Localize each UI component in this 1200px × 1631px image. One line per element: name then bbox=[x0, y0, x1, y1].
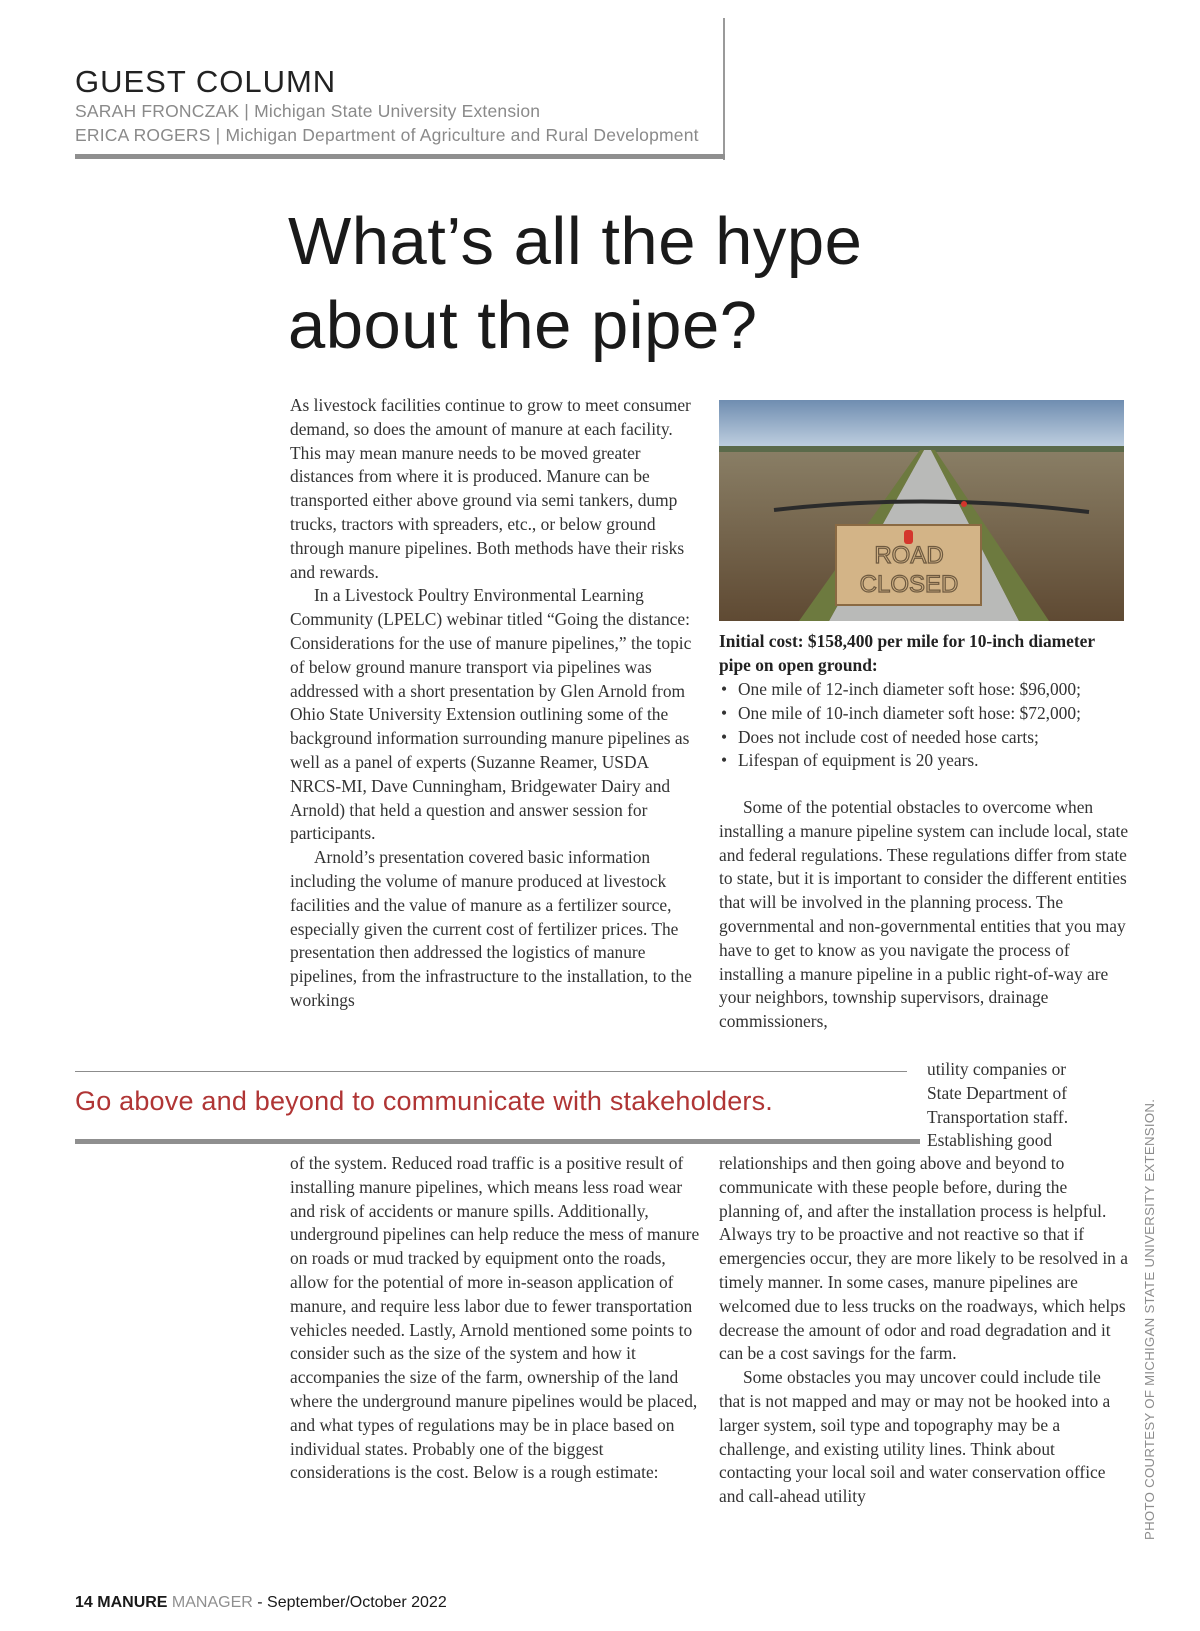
list-item-text: Lifespan of equipment is 20 years. bbox=[738, 750, 979, 771]
bullet-icon: • bbox=[721, 750, 728, 771]
byline-author-1: SARAH FRONCZAK | Michigan State University Extension bbox=[75, 101, 541, 121]
right-column-wrap-text bbox=[927, 1058, 1137, 1153]
headline-line-2: about the pipe? bbox=[288, 288, 758, 363]
issue-date: - September/October 2022 bbox=[257, 1594, 447, 1611]
page-number: 14 bbox=[75, 1594, 93, 1611]
list-item-text: Does not include cost of needed hose carts; bbox=[738, 726, 1039, 747]
pull-quote-rule-bottom bbox=[75, 1139, 920, 1144]
header-rule bbox=[75, 154, 725, 159]
paragraph: of the system. Reduced road traffic is a positive result of installing manure pipelines, which means less road wear and risk of accidents or manure spills. Additionally, underground pipelines can help reduce the mess of manure on roads or mud tracked by equipment onto the roads, allow for the potential of more in-season application of manure, and require less labor due to fewer transportation vehicles needed. Lastly, Arnold mentioned some points to consider such as the size of the system and how it accompanies the size of the farm, ownership of the land where the underground manure pipelines would be placed, and what types of regulations may be in place based on individual states. Probably one of the biggest considerations is the cost. Below is a rough estimate: bbox=[290, 1153, 700, 1483]
paragraph: In a Livestock Poultry Environmental Learning Community (LPELC) webinar titled “Going the distance: Considerations for the use of manure pipelines,” the topic of below ground manure transport via pipelines was addressed with a short presentation by Glen Arnold from Ohio State University Extension outlining some of the background information surrounding manure pipelines as well as a panel of experts (Suzanne Reamer, USDA NRCS-MI, Dave Cunningham, Bridgewater Dairy and Arnold) that held a question and answer session for participants. bbox=[290, 585, 692, 844]
paragraph: Some obstacles you may uncover could include tile that is not mapped and may or may not be hooked into a larger system, soil type and topography may be a challenge, and existing utility lines. Think about contacting your local soil and water conservation office and call-ahead utility bbox=[719, 1367, 1111, 1507]
list-item bbox=[719, 678, 1139, 702]
byline-author-2: ERICA ROGERS | Michigan Department of Agriculture and Rural Development bbox=[75, 125, 699, 145]
bullet-icon: • bbox=[721, 702, 728, 723]
right-column-middle bbox=[719, 796, 1131, 1034]
sign-text-line-1: ROAD bbox=[874, 542, 944, 569]
list-item-text: One mile of 12-inch diameter soft hose: $96,000; bbox=[738, 679, 1081, 699]
photo-credit: PHOTO COURTESY OF MICHIGAN STATE UNIVERSITY EXTENSION. bbox=[1142, 1098, 1157, 1540]
sign-text-line-2: CLOSED bbox=[859, 571, 959, 598]
list-item bbox=[719, 702, 1139, 726]
magazine-name-part-2: MANAGER bbox=[171, 1594, 253, 1611]
section-label: GUEST COLUMN bbox=[75, 64, 337, 99]
wrap-line: Transportation staff. bbox=[927, 1106, 1069, 1127]
sky bbox=[719, 400, 1124, 450]
bullet-icon: • bbox=[721, 726, 728, 747]
list-item bbox=[719, 749, 1139, 773]
pull-quote: Go above and beyond to communicate with stakeholders. bbox=[75, 1086, 774, 1116]
cost-list bbox=[719, 678, 1139, 773]
pull-quote-rule-top bbox=[75, 1071, 907, 1072]
paragraph: relationships and then going above and beyond to communicate with these people before, during the planning of, and after the installation process is helpful. Always try to be proactive and not reactive so that if emergencies occur, they are more likely to be resolved in a timely manner. In some cases, manure pipelines are welcomed due to less trucks on the roadways, which helps decrease the amount of odor and road degradation and it can be a cost savings for the farm. bbox=[719, 1153, 1128, 1364]
cost-heading: Initial cost: $158,400 per mile for 10-inch diameter pipe on open ground: bbox=[719, 631, 1095, 675]
paragraph: Some of the potential obstacles to overcome when installing a manure pipeline system can include local, state and federal regulations. These regulations differ from state to state, but it is important to consider the different entities that will be involved in the planning process. The governmental and non-governmental entities that you may have to get to know as you navigate the process of installing a manure pipeline in a public right-of-way are your neighbors, township supervisors, drainage commissioners, bbox=[719, 797, 1129, 1032]
bullet-icon: • bbox=[721, 679, 728, 699]
road-closed-illustration bbox=[719, 400, 1124, 621]
magazine-name-part-1: MANURE bbox=[97, 1594, 168, 1611]
headline-line-1: What’s all the hype bbox=[288, 204, 863, 279]
wrap-line: utility companies or bbox=[927, 1059, 1067, 1079]
paragraph: Arnold’s presentation covered basic information including the volume of manure produced at livestock facilities and the value of manure as a fertilizer source, especially given the current cost of fertilizer prices. The presentation then addressed the logistics of manure pipelines, from the infrastructure to the installation, to the workings bbox=[290, 847, 692, 1010]
left-column-top bbox=[290, 394, 700, 1013]
reflector-dot bbox=[961, 501, 967, 507]
wrap-line: State Department of bbox=[927, 1082, 1068, 1103]
paragraph: As livestock facilities continue to grow to meet consumer demand, so does the amount of manure at each facility. This may mean manure needs to be moved greater distances from where it is produced. Manure can be transported either above ground via semi tankers, dump trucks, tractors with spreaders, etc., or below ground through manure pipelines. Both methods have their risks and rewards. bbox=[290, 395, 691, 582]
left-column-bottom bbox=[290, 1152, 700, 1485]
article-headline bbox=[288, 200, 988, 368]
road-closed-photo bbox=[719, 400, 1124, 621]
header-divider-vertical bbox=[723, 18, 725, 160]
right-column-bottom bbox=[719, 1152, 1129, 1509]
wrap-line: Establishing good bbox=[927, 1130, 1053, 1151]
list-item-text: One mile of 10-inch diameter soft hose: $72,000; bbox=[738, 702, 1081, 723]
page-footer bbox=[75, 1594, 447, 1612]
list-item bbox=[719, 726, 1139, 750]
